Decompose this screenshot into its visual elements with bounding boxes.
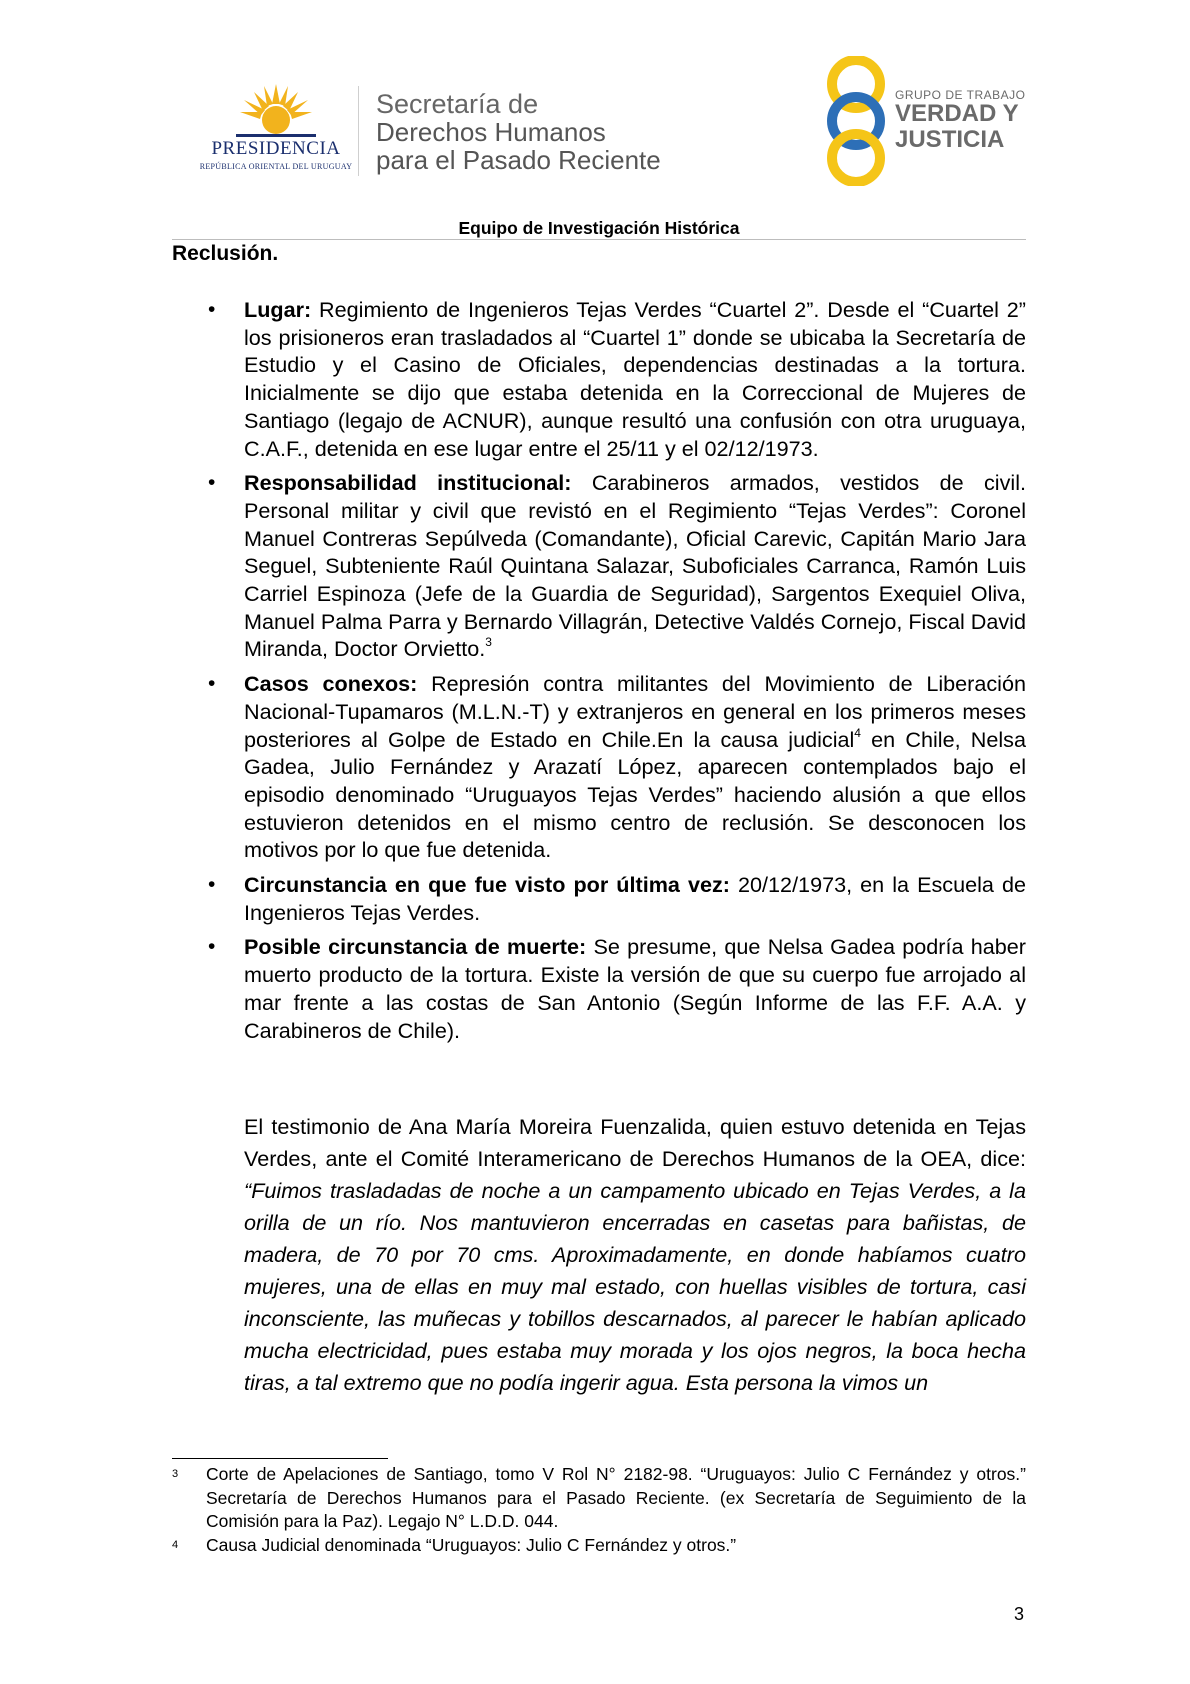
team-name: Equipo de Investigación Histórica	[458, 218, 740, 238]
item-label: Responsabilidad institucional:	[244, 470, 572, 496]
list-item-responsabilidad	[172, 469, 1026, 663]
footnote-rule	[172, 1458, 388, 1459]
footnotes	[172, 1463, 1026, 1557]
header-divider	[358, 86, 359, 176]
item-text: 20/12/1973, en la Escuela de Ingenieros Tejas Verdes.	[244, 872, 1026, 925]
sun-icon	[236, 82, 316, 140]
vj-line-2: VERDAD Y	[895, 100, 1019, 127]
footnote-ref[interactable]: 4	[854, 725, 861, 740]
rings-icon	[820, 56, 892, 186]
bullet-icon: •	[208, 471, 216, 495]
item-text: Se presume, que Nelsa Gadea podría haber muerto producto de la tortura. Existe la versión de que su cuerpo fue arrojado al mar frente a las costas de San Antonio (Según Informe de las F.F. A.A. y Carabineros de Chile).	[244, 934, 1026, 1043]
presidencia-wordmark: PRESIDENCIA	[211, 138, 341, 159]
secretaria-line-2: Derechos Humanos	[376, 117, 606, 147]
verdad-justicia-logo	[820, 56, 1030, 186]
list-item-muerte	[172, 933, 1026, 1044]
bullet-icon: •	[208, 935, 216, 959]
vj-line-3: JUSTICIA	[895, 126, 1005, 153]
list-item-lugar	[172, 296, 1026, 462]
footnote-text: Corte de Apelaciones de Santiago, tomo V Rol N° 2182-98. “Uruguayos: Julio C Fernández y otros.” Secretaría de Derechos Humanos para el Pasado Reciente. (ex Secretaría de Seguimiento de la Comisión para la Paz). Legajo N° L.D.D. 044.	[206, 1464, 1026, 1531]
presidencia-logo	[196, 82, 356, 182]
item-text: Represión contra militantes del Movimiento de Liberación Nacional-Tupamaros (M.L.N.-T) y extranjeros en general en los primeros meses posteriores al Golpe de Estado en Chile.En la causa judicial	[244, 671, 1026, 752]
footnote-4	[172, 1534, 1026, 1558]
item-label: Casos conexos:	[244, 671, 418, 697]
item-text: Carabineros armados, vestidos de civil. Personal militar y civil que revistó en el Regimiento “Tejas Verdes”: Coronel Manuel Contreras Sepúlveda (Comandante), Oficial Carevic, Capitán Mario Jara Seguel, Subteniente Raúl Quintana Salazar, Suboficiales Carranca, Ramón Luis Carriel Espinoza (Jefe de la Guardia de Seguridad), Sargentos Exequiel Oliva, Manuel Palma Parra y Bernardo Villagrán, Detective Valdés Cornejo, Fiscal David Miranda, Doctor Orvietto.	[244, 470, 1026, 662]
secretaria-wordmark	[376, 90, 661, 174]
item-label: Posible circunstancia de muerte:	[244, 934, 587, 960]
testimony-intro: El testimonio de Ana María Moreira Fuenzalida, quien estuvo detenida en Tejas Verdes, ante el Comité Interamericano de Derechos Humanos de la OEA, dice:	[244, 1114, 1026, 1171]
bullet-icon: •	[208, 672, 216, 696]
section-title: Reclusión.	[172, 242, 279, 265]
list-item-casos-conexos	[172, 670, 1026, 864]
page-number: 3	[1014, 1604, 1025, 1624]
item-label: Circunstancia en que fue visto por última vez:	[244, 872, 730, 898]
item-label: Lugar:	[244, 297, 312, 322]
vj-line-1: GRUPO DE TRABAJO	[895, 88, 1026, 102]
header-rule	[172, 239, 1026, 240]
testimony-quote: “Fuimos trasladadas de noche a un campamento ubicado en Tejas Verdes, a la orilla de un río. Nos mantuvieron encerradas en casetas para bañistas, de madera, de 70 por 70 cms. Aproximadamente, en donde habíamos cuatro mujeres, una de ellas en muy mal estado, con huellas visibles de tortura, casi inconsciente, las muñecas y tobillos descarnados, al parecer le habían aplicado mucha electricidad, pues estaba muy morada y los ojos negros, la boca hecha tiras, a tal extremo que no podía ingerir agua. Esta persona la vimos un	[244, 1178, 1026, 1395]
list-item-ultima-vez	[172, 871, 1026, 926]
item-text-continued: en Chile, Nelsa Gadea, Julio Fernández y Arazatí López, aparecen contemplados bajo el episodio denominado “Uruguayos Tejas Verdes” haciendo alusión a que ellos estuvieron detenidos en el mismo centro de reclusión. Se desconocen los motivos por lo que fue detenida.	[244, 726, 1026, 863]
testimony-paragraph	[244, 1111, 1026, 1399]
bullet-icon: •	[208, 298, 216, 321]
footnote-number: 3	[172, 1468, 179, 1480]
footnote-ref[interactable]: 3	[485, 635, 492, 650]
bullet-icon: •	[208, 873, 216, 897]
item-text: Regimiento de Ingenieros Tejas Verdes “Cuartel 2”. Desde el “Cuartel 2” los prisioneros eran trasladados al “Cuartel 1” donde se ubicaba la Secretaría de Estudio y el Casino de Oficiales, dependencias destinadas a la tortura. Inicialmente se dijo que estaba detenida en la Correccional de Mujeres de Santiago (legajo de ACNUR), aunque resultó una confusión con otra uruguaya, C.A.F., detenida en ese lugar entre el 25/11 y el 02/12/1973.	[244, 297, 1026, 461]
detail-list	[172, 296, 1026, 1051]
secretaria-line-1: Secretaría de	[376, 89, 539, 119]
footnote-text: Causa Judicial denominada “Uruguayos: Julio C Fernández y otros.”	[206, 1534, 737, 1555]
presidencia-subtitle: REPÚBLICA ORIENTAL DEL URUGUAY	[199, 162, 353, 171]
footnote-number: 4	[172, 1538, 179, 1551]
footnote-3	[172, 1463, 1026, 1534]
secretaria-line-3: para el Pasado Reciente	[376, 145, 661, 175]
